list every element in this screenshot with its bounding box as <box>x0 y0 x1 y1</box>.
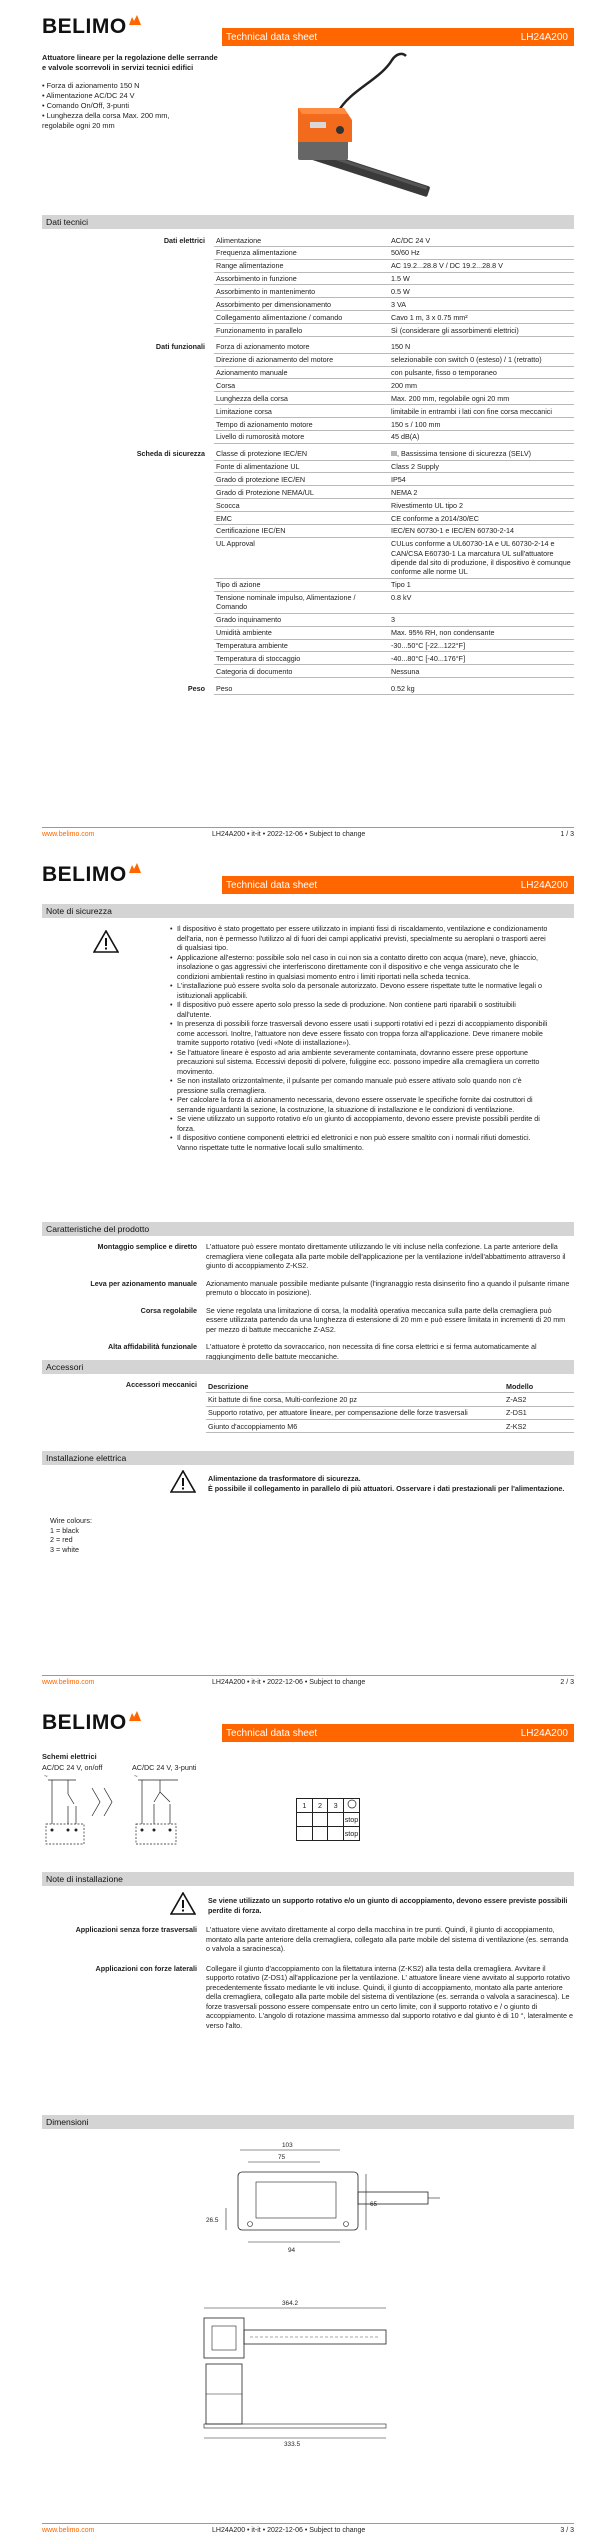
spec-value: -30...50°C [-22...122°F] <box>391 641 466 650</box>
accessory-row <box>206 1406 574 1419</box>
footer-meta: LH24A200 • it-it • 2022-12-06 • Subject to change <box>212 831 366 839</box>
title-bar <box>222 1724 574 1742</box>
page-3 <box>0 1696 600 2544</box>
schemes-title: Schemi elettrici <box>42 1752 97 1761</box>
spec-row <box>214 665 574 678</box>
wiring-diagram-onoff <box>42 1774 132 1860</box>
spec-key: Direzione di azionamento del motore <box>216 355 334 365</box>
dim-333-5: 333.5 <box>284 2441 300 2446</box>
spec-row <box>214 405 574 418</box>
spec-value: 45 dB(A) <box>391 432 420 442</box>
spec-value: -40...80°C [-40...176°F] <box>391 653 466 663</box>
section-characteristics: Caratteristiche del prodotto <box>42 1222 574 1236</box>
characteristic-item <box>42 1279 574 1298</box>
installation-item <box>42 1925 574 1954</box>
wire-colour-item: 1 = black <box>50 1525 79 1535</box>
spec-row <box>214 461 574 474</box>
spec-value: 0.5 W <box>391 286 410 296</box>
safety-item: • Il dispositivo contiene componenti elettrici ed elettronici e non può essere smaltito con i normali rifiuti domestici. Vanno rispettate tutte le normative locali sullo smaltimento. <box>170 1133 550 1152</box>
accessory-row <box>206 1393 574 1406</box>
spec-key: Tensione nominale impulso, Alimentazione / Comando <box>216 593 356 612</box>
spec-row <box>214 311 574 324</box>
logo-flame-icon <box>128 862 142 874</box>
spec-row <box>214 247 574 260</box>
safety-item: • L'installazione può essere svolta solo da personale autorizzato. Devono essere rispettate tutte le normative legali o istituzionali applicabili. <box>170 981 550 1000</box>
dim-364-2: 364.2 <box>282 2300 298 2307</box>
section-tech-data: Dati tecnici <box>42 215 574 229</box>
spec-row <box>214 473 574 486</box>
spec-value: CULus conforme a UL60730-1A e UL 60730-2-14 e CAN/CSA E60730-1 La marcatura UL sull'attuatore dipende dal sito di produzione, il dispositivo è comunque conforme alle norme UL <box>391 539 571 577</box>
spec-value: 50/60 Hz <box>391 248 420 258</box>
spec-row <box>214 298 574 311</box>
spec-key: UL Approval <box>216 539 255 549</box>
spec-row <box>214 486 574 499</box>
spec-value: 150 s / 100 mm <box>391 419 441 429</box>
characteristic-label: Leva per azionamento manuale <box>90 1278 197 1288</box>
intro-block <box>42 53 222 131</box>
characteristic-text: L'attuatore può essere montato direttamente utilizzando le viti incluse nella confezione. La parte anteriore della cremagliera viene collegata alla parte mobile dell'applicazione per la ventilazione in/dell'abbattimento attraverso il giunto di accoppiamento Z-KS2. <box>206 1242 566 1270</box>
spec-value: Cavo 1 m, 3 x 0.75 mm² <box>391 312 468 322</box>
installation-text: L'attuatore viene avvitato direttamente al corpo della macchina in tre punti. Quindi, il giunto di accoppiamento, montato alla parte anteriore della cremagliera, collegato alla parte mobile del sistema di ventilazione (es. serranda o valvola a saracinesca). <box>206 1925 569 1954</box>
spec-row <box>214 234 574 247</box>
spec-key: Umidità ambiente <box>216 628 272 638</box>
product-image <box>240 50 440 210</box>
scheme-3point-label: AC/DC 24 V, 3-punti <box>132 1763 197 1772</box>
terminal-1: 1 <box>297 1799 313 1813</box>
safety-list <box>170 924 550 1152</box>
logo-flame-icon <box>128 1710 142 1722</box>
spec-row <box>214 324 574 337</box>
characteristic-label: Alta affidabilità funzionale <box>107 1342 197 1351</box>
svg-text:~: ~ <box>44 1774 48 1780</box>
warning-icon <box>93 930 119 953</box>
wire-colour-item: 2 = red <box>50 1535 73 1545</box>
doc-title: Technical data sheet <box>226 879 318 891</box>
feature-item: regolabile ogni 20 mm <box>42 120 115 130</box>
characteristic-label: Montaggio semplice e diretto <box>97 1242 197 1251</box>
spec-value: limitabile in entrambi i lati con fine corsa meccanici <box>391 406 552 416</box>
electrical-warn-text: È possibile il collegamento in parallelo di più attuatori. Osservare i dati prestazionali per l'alimentazione. <box>208 1483 565 1493</box>
footer-meta: LH24A200 • it-it • 2022-12-06 • Subject to change <box>212 2527 366 2535</box>
direction-icon <box>347 1799 357 1809</box>
accessories-table <box>206 1380 574 1433</box>
spec-key: EMC <box>216 513 232 523</box>
terminal-2: 2 <box>312 1799 328 1813</box>
spec-group <box>42 448 574 678</box>
spec-row <box>214 260 574 273</box>
footer-url[interactable]: www.belimo.com <box>42 831 95 839</box>
doc-model: LH24A200 <box>520 879 568 891</box>
spec-group-name: Scheda di sicurezza <box>136 449 205 459</box>
dim-103: 103 <box>282 2142 293 2149</box>
spec-row <box>214 592 574 614</box>
spec-group <box>42 682 574 695</box>
section-installation: Note di installazione <box>42 1872 574 1886</box>
safety-item: • Applicazione all'esterno: possibile solo nel caso in cui non sia a contatto diretto con acqua (mare), neve, ghiaccio, insolazione o gas aggressivi che interferiscono direttamente con il dispositivo e che venga assicurato che le condizioni ambientali restino in qualsiasi momento entro i limiti riportati nella scheda tecnica. <box>170 953 550 982</box>
spec-row <box>214 614 574 627</box>
title-bar <box>222 876 574 894</box>
installation-text: Collegare il giunto d'accoppiamento con la filettatura interna (Z-KS2) alla testa della cremagliera. Avvitare il supporto rotativo (Z-DS1) all'applicazione per la ventilazione. L' attuatore lineare viene avvitato al supporto rotativo precedentemente fissato mediante le viti incluse. Quindi, il giunto di accoppiamento, montato alla parte anteriore della cremagliera, collegato alla parte mobile del sistema di ventilazione (es. serranda o valvola a saracinesca). Le forze trasversali possono essere compensate entro un certo limite, con il supporto rotativo e / o giunto di accoppiamento. L'angolo di rotazione massima ammesso dal supporto rotativo e dal giunto è di 10 °, lateralmente e verso l'alto. <box>206 1963 574 2030</box>
feature-item: • Forza di azionamento 150 N <box>42 80 140 90</box>
doc-model: LH24A200 <box>520 31 568 43</box>
spec-key: Livello di rumorosità motore <box>216 432 305 442</box>
spec-key: Corsa <box>216 380 236 390</box>
spec-value: selezionabile con switch 0 (esteso) / 1 (retratto) <box>391 355 542 365</box>
spec-key: Fonte di alimentazione UL <box>216 462 300 472</box>
spec-row <box>214 538 574 579</box>
electrical-warn-title: Alimentazione da trasformatore di sicurezza. <box>208 1474 361 1483</box>
spec-value: CE conforme a 2014/30/EC <box>391 513 479 523</box>
footer-meta: LH24A200 • it-it • 2022-12-06 • Subject to change <box>212 1679 366 1687</box>
spec-row <box>214 448 574 461</box>
accessory-description: Supporto rotativo, per attuatore lineare, per compensazione delle forze trasversali <box>206 1406 504 1419</box>
col-description: Descrizione <box>206 1380 504 1393</box>
spec-value: 3 <box>391 615 395 625</box>
spec-row <box>214 341 574 354</box>
feature-item: • Comando On/Off, 3-punti <box>42 100 130 110</box>
spec-key: Tipo di azione <box>216 580 261 590</box>
spec-value: IEC/EN 60730-1 e IEC/EN 60730-2-14 <box>391 526 515 536</box>
spec-key: Grado di Protezione NEMA/UL <box>216 487 314 497</box>
characteristic-text: Azionamento manuale possibile mediante pulsante (l'ingranaggio resta disinserito fino a quando il pulsante rimane premuto o bloccato in posizione). <box>206 1278 570 1297</box>
accessory-row <box>206 1420 574 1433</box>
spec-value: 150 N <box>391 342 411 352</box>
installation-block <box>42 1892 574 2030</box>
spec-value: III, Bassissima tensione di sicurezza (SELV) <box>391 449 532 459</box>
feature-item: • Lunghezza della corsa Max. 200 mm, <box>42 110 170 120</box>
spec-group-name: Dati elettrici <box>163 235 205 245</box>
accessory-model: Z-DS1 <box>504 1406 574 1419</box>
spec-key: Assorbimento in mantenimento <box>216 286 316 296</box>
accessory-model: Z-AS2 <box>504 1393 574 1406</box>
stop-label: stop <box>344 1827 360 1841</box>
spec-group <box>42 341 574 444</box>
spec-key: Certificazione IEC/EN <box>216 526 286 536</box>
footer-1 <box>42 827 574 839</box>
spec-key: Temperatura di stoccaggio <box>216 653 301 663</box>
wire-colours <box>50 1516 92 1555</box>
spec-value: IP54 <box>391 474 406 484</box>
spec-row <box>214 285 574 298</box>
belimo-logo: BELIMO <box>42 1712 142 1738</box>
switch-state-table <box>296 1798 360 1841</box>
spec-row <box>214 499 574 512</box>
spec-key: Grado inquinamento <box>216 615 282 625</box>
safety-item: • Se viene utilizzato un supporto rotativo e/o un giunto di accoppiamento, devono essere previste possibili perdite di forza. <box>170 1114 550 1133</box>
spec-row <box>214 579 574 592</box>
wire-colour-item: 3 = white <box>50 1545 79 1555</box>
spec-row <box>214 354 574 367</box>
warning-icon <box>170 1892 196 1915</box>
spec-key: Grado di protezione IEC/EN <box>216 474 306 484</box>
installation-label: Applicazioni con forze laterali <box>95 1963 197 1973</box>
installation-label: Applicazioni senza forze trasversali <box>75 1925 197 1935</box>
accessory-description: Giunto d'accoppiamento M6 <box>206 1420 504 1433</box>
section-safety: Note di sicurezza <box>42 904 574 918</box>
spec-key: Lunghezza della corsa <box>216 393 288 403</box>
spec-key: Scocca <box>216 500 240 510</box>
spec-row <box>214 640 574 653</box>
section-dimensions: Dimensioni <box>42 2115 574 2129</box>
page-number: 2 / 3 <box>560 1679 574 1687</box>
spec-value: Sì (considerare gli assorbimenti elettrici) <box>391 325 519 335</box>
wiring-diagram-3point <box>132 1774 222 1860</box>
title-bar <box>222 28 574 46</box>
spec-value: con pulsante, fisso o temporaneo <box>391 368 497 378</box>
accessory-model: Z-KS2 <box>504 1420 574 1433</box>
spec-value: Nessuna <box>391 666 420 676</box>
spec-key: Assorbimento in funzione <box>216 274 297 284</box>
spec-value: 0.8 kV <box>391 593 412 603</box>
doc-model: LH24A200 <box>520 1727 568 1739</box>
spec-key: Temperatura ambiente <box>216 641 288 650</box>
spec-row <box>214 652 574 665</box>
safety-block <box>42 924 574 1152</box>
spec-value: 200 mm <box>391 380 417 390</box>
dim-75: 75 <box>278 2154 286 2161</box>
safety-item: • Il dispositivo può essere aperto solo presso la sede di produzione. Non contiene parti riparabili o sostituibili dall'utente. <box>170 1000 550 1019</box>
col-model: Modello <box>504 1380 574 1393</box>
spec-key: Collegamento alimentazione / comando <box>216 312 343 322</box>
spec-group <box>42 234 574 337</box>
spec-value: NEMA 2 <box>391 487 418 497</box>
spec-key: Peso <box>216 683 233 693</box>
spec-row <box>214 273 574 286</box>
installation-warning: Se viene utilizzato un supporto rotativo e/o un giunto di accoppiamento, devono essere previste possibili perdite di forza. <box>208 1896 568 1915</box>
accessories-block <box>42 1380 574 1433</box>
feature-list <box>42 81 222 131</box>
spec-row <box>214 418 574 431</box>
spec-value: Max. 200 mm, regolabile ogni 20 mm <box>391 393 510 403</box>
page-2 <box>0 848 600 1696</box>
wire-colours-title: Wire colours: <box>50 1516 92 1525</box>
safety-item: • Se non installato orizzontalmente, il pulsante per comando manuale può essere attivato solo quando non c'è pressione sulla cremagliera. <box>170 1076 550 1095</box>
dim-65: 65 <box>370 2201 378 2208</box>
spec-value: Max. 95% RH, non condensante <box>391 628 495 638</box>
svg-text:~: ~ <box>134 1774 138 1780</box>
characteristic-text: L'attuatore è protetto da sovraccarico, non necessita di fine corsa elettrici e si ferma automaticamente al raggiungimento delle battute meccaniche. <box>206 1342 537 1361</box>
dimension-drawing-side <box>190 2296 400 2446</box>
belimo-logo: BELIMO <box>42 16 142 42</box>
characteristics-list <box>42 1242 574 1369</box>
spec-row <box>214 379 574 392</box>
spec-row <box>214 367 574 380</box>
product-subtitle: Attuatore lineare per la regolazione delle serrande e valvole scorrevoli in servizi tecnici edifici <box>42 53 218 72</box>
spec-key: Assorbimento per dimensionamento <box>216 299 332 309</box>
logo-flame-icon <box>128 14 142 26</box>
doc-title: Technical data sheet <box>226 1727 318 1739</box>
spec-value: AC/DC 24 V <box>391 235 431 245</box>
spec-value: 0.52 kg <box>391 683 415 693</box>
spec-key: Classe di protezione IEC/EN <box>216 449 308 459</box>
spec-row <box>214 525 574 538</box>
safety-item: • Se l'attuatore lineare è esposto ad aria ambiente severamente contaminata, dovranno essere prese opportune precauzioni sul sistema. Eccessivi depositi di polvere, fuliggine ecc. possono impedire alla cremagliera un corretto movimento. <box>170 1048 550 1077</box>
spec-key: Frequenza alimentazione <box>216 248 297 258</box>
spec-row <box>214 431 574 444</box>
spec-value: Rivestimento UL tipo 2 <box>391 500 464 510</box>
page-1 <box>0 0 600 848</box>
spec-value: Class 2 Supply <box>391 462 439 472</box>
dimension-drawing-top <box>200 2138 460 2278</box>
spec-key: Limitazione corsa <box>216 406 272 416</box>
spec-key: Forza di azionamento motore <box>216 342 310 352</box>
doc-title: Technical data sheet <box>226 31 318 43</box>
characteristic-label: Corsa regolabile <box>140 1305 197 1315</box>
dim-26-5: 26.5 <box>206 2217 219 2224</box>
footer-3 <box>42 2523 574 2535</box>
spec-row <box>214 392 574 405</box>
spec-key: Azionamento manuale <box>216 368 288 378</box>
installation-item <box>42 1964 574 2031</box>
characteristic-text: Se viene regolata una limitazione di corsa, la modalità operativa meccanica sulla parte della cremagliera può essere utilizzata partendo da una lunghezza di estensione di 20 mm e può essere limitata in incrementi di 20 mm per mezzo di battute meccaniche Z-AS2. <box>206 1305 566 1334</box>
belimo-logo: BELIMO <box>42 864 142 890</box>
spec-group-name: Peso <box>187 683 205 693</box>
section-accessories: Accessori <box>42 1360 574 1374</box>
spec-key: Alimentazione <box>216 235 262 245</box>
feature-item: • Alimentazione AC/DC 24 V <box>42 90 135 100</box>
spec-row <box>214 512 574 525</box>
footer-2 <box>42 1675 574 1687</box>
spec-value: 3 VA <box>391 299 407 309</box>
dim-94: 94 <box>288 2247 296 2254</box>
characteristic-item <box>42 1342 574 1361</box>
spec-row <box>214 627 574 640</box>
spec-key: Tempo di azionamento motore <box>216 419 313 429</box>
section-electrical: Installazione elettrica <box>42 1451 574 1465</box>
spec-key: Funzionamento in parallelo <box>216 325 303 335</box>
spec-key: Range alimentazione <box>216 261 284 271</box>
stop-label: stop <box>344 1813 360 1827</box>
spec-key: Categoria di documento <box>216 666 293 676</box>
footer-url[interactable]: www.belimo.com <box>42 1679 95 1687</box>
page-number: 1 / 3 <box>560 831 574 839</box>
page-number: 3 / 3 <box>560 2527 574 2535</box>
spec-value: AC 19.2...28.8 V / DC 19.2...28.8 V <box>391 261 503 271</box>
accessories-label: Accessori meccanici <box>125 1380 197 1389</box>
characteristic-item <box>42 1306 574 1335</box>
safety-item: • Per calcolare la forza di azionamento necessaria, devono essere osservate le specifiche fornite dai costruttori di serrande riguardanti la sezione, la costruzione, la situazione di installazione e le condizioni di ventilazione. <box>170 1095 550 1114</box>
spec-table <box>42 234 574 695</box>
scheme-onoff-label: AC/DC 24 V, on/off <box>42 1763 103 1772</box>
spec-group-name: Dati funzionali <box>155 342 205 352</box>
spec-row <box>214 682 574 695</box>
footer-url[interactable]: www.belimo.com <box>42 2527 95 2535</box>
electrical-block <box>42 1470 574 1493</box>
safety-item: • Il dispositivo è stato progettato per essere utilizzato in impianti fissi di riscaldamento, ventilazione e condizionamento dell'aria, non è permesso l'utilizzo al di fuori dei campi applicativi previsti, specialmente su aeroplani o trasporti aerei di qualsiasi tipo. <box>170 924 550 953</box>
accessory-description: Kit battute di fine corsa, Multi-confezione 20 pz <box>206 1393 504 1406</box>
spec-value: Tipo 1 <box>391 580 411 590</box>
safety-item: • In presenza di possibili forze trasversali devono essere usati i supporti rotativi ed i pezzi di accoppiamento disponibili come accessori. Inoltre, l'attuatore non deve essere fissato con troppa forza all'applicazione. Deve rimanere mobile tramite supporto rotativo (vedi «Note di installazione»). <box>170 1019 550 1048</box>
characteristic-item <box>42 1242 574 1271</box>
spec-value: 1.5 W <box>391 274 410 284</box>
terminal-3: 3 <box>328 1799 344 1813</box>
warning-icon <box>170 1470 196 1493</box>
